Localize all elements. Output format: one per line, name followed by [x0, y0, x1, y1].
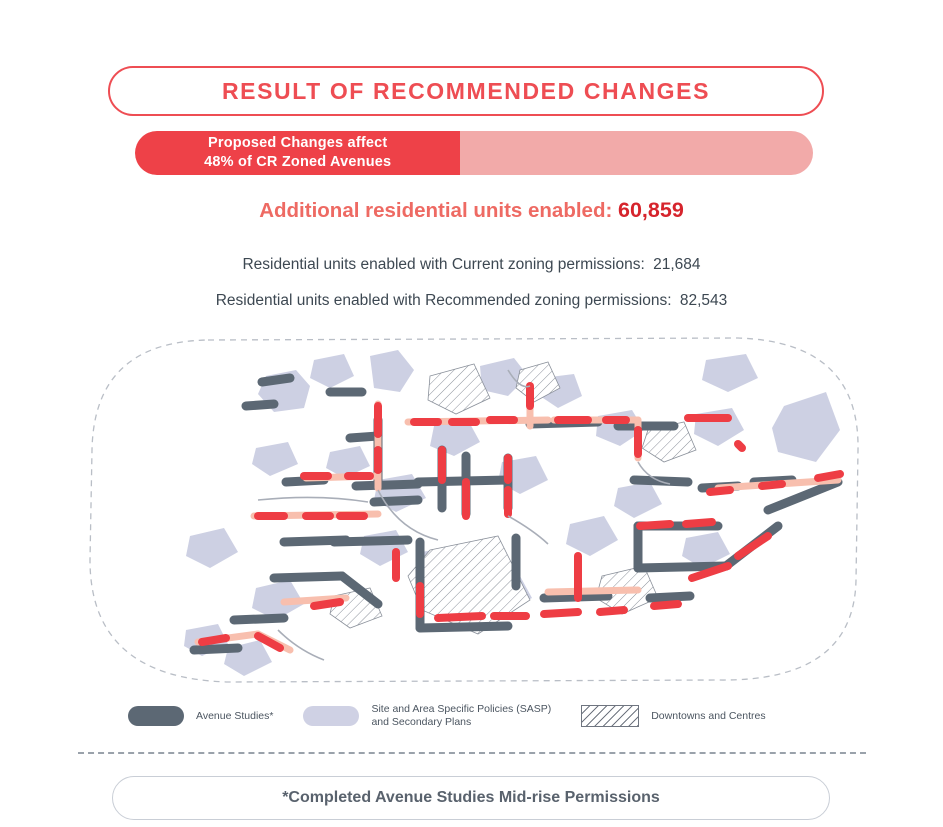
current-zoning-label: Residential units enabled with Current zoning permissions:	[242, 256, 645, 273]
map-legend	[128, 698, 828, 734]
current-zoning-stat	[0, 256, 943, 274]
recommended-zoning-value: 82,543	[679, 292, 728, 309]
legend-label-avenue-studies: Avenue Studies*	[196, 709, 274, 722]
city-map	[78, 330, 868, 690]
current-zoning-value: 21,684	[653, 256, 701, 273]
legend-label-sasp	[371, 703, 551, 729]
recommended-zoning-stat	[0, 292, 943, 310]
section-divider	[78, 752, 866, 754]
legend-label-sasp-line1: Site and Area Specific Policies (SASP)	[371, 703, 552, 715]
legend-label-downtowns: Downtowns and Centres	[651, 709, 766, 722]
footnote-text: *Completed Avenue Studies Mid-rise Permissions	[282, 789, 660, 806]
corridor-underlay	[198, 386, 838, 650]
progress-label-line2: 48% of CR Zoned Avenues	[204, 154, 392, 170]
downtowns-swatch-icon	[581, 705, 639, 727]
progress-bar-fill	[135, 131, 460, 175]
footnote-pill	[112, 776, 830, 820]
additional-units-highlight	[0, 198, 943, 223]
progress-label-line1: Proposed Changes affect	[207, 135, 388, 151]
recommended-zoning-label: Residential units enabled with Recommended zoning permissions:	[215, 292, 672, 309]
additional-units-value: 60,859	[618, 198, 684, 222]
legend-label-sasp-line2: and Secondary Plans	[371, 716, 472, 728]
avenue-studies-swatch-icon	[128, 706, 184, 726]
sasp-swatch-icon	[303, 706, 359, 726]
legend-item-sasp	[303, 703, 551, 729]
additional-units-label: Additional residential units enabled:	[259, 199, 613, 222]
legend-item-avenue-studies	[128, 706, 273, 726]
legend-item-downtowns	[581, 705, 765, 727]
page-title: RESULT OF RECOMMENDED CHANGES	[221, 77, 711, 104]
proposed-changes-progress-bar	[135, 131, 813, 175]
page-title-pill	[108, 66, 824, 116]
